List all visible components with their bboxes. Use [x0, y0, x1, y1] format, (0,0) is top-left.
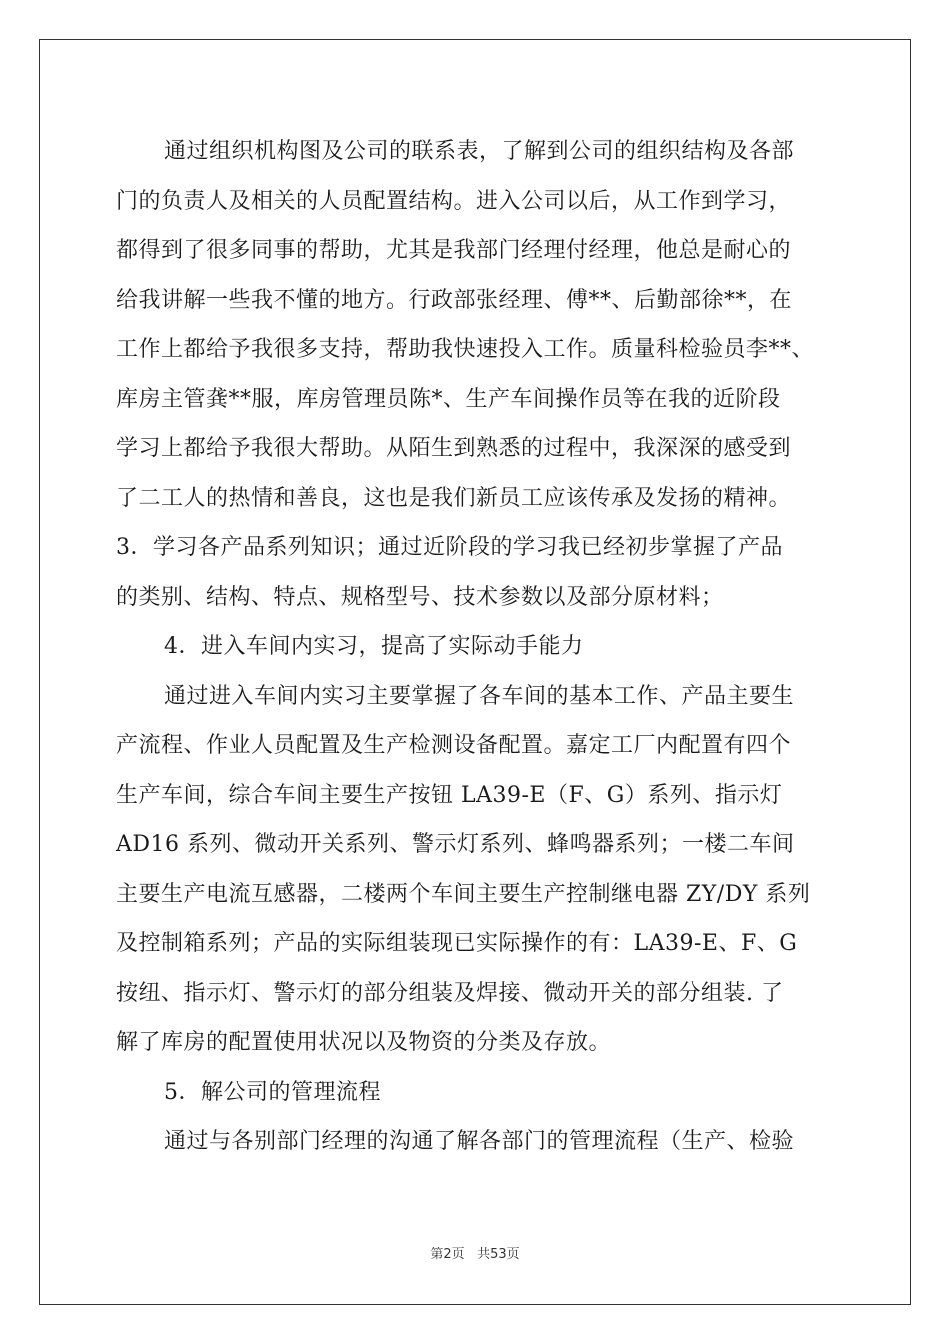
footer-page-number: 2 [443, 1247, 452, 1262]
text-line: 3．学习各产品系列知识；通过近阶段的学习我已经初步掌握了产品 [116, 535, 783, 560]
text-line: 库房主管龚**服，库房管理员陈*、生产车间操作员等在我的近阶段 [116, 386, 781, 412]
footer-total-unit: 页 [506, 1247, 520, 1262]
text-line: 按纽、指示灯、警示灯的部分组装及焊接、微动开关的部分组装. 了 [116, 980, 784, 1006]
text-line: 生产车间，综合车间主要生产按钮 LA39-E（F、G）系列、指示灯 [116, 782, 783, 808]
page-footer [0, 1243, 950, 1262]
text-line: 通过组织机构图及公司的联系表，了解到公司的组织结构及各部 [164, 139, 795, 164]
text-line: 给我讲解一些我不懂的地方。行政部张经理、傅**、后勤部徐**，在 [116, 287, 793, 313]
footer-page-unit: 页 [451, 1247, 465, 1262]
text-line: 解了库房的配置使用状况以及物资的分类及存放。 [116, 1030, 612, 1055]
text-line: 主要生产电流互感器，二楼两个车间主要生产控制继电器 ZY/DY 系列 [116, 881, 811, 907]
footer-total-label: 共 [477, 1247, 491, 1262]
text-line: 工作上都给予我很多支持，帮助我快速投入工作。质量科检验员李**、 [116, 337, 815, 362]
section-heading: 4．进入车间内实习，提高了实际动手能力 [164, 634, 584, 659]
text-line: 产流程、作业人员配置及生产检测设备配置。嘉定工厂内配置有四个 [116, 733, 792, 758]
text-line: AD16 系列、微动开关系列、警示灯系列、蜂鸣器系列；一楼二车间 [116, 832, 795, 857]
text-line: 门的负责人及相关的人员配置结构。进入公司以后，从工作到学习， [116, 188, 792, 214]
text-line: 的类别、结构、特点、规格型号、技术参数以及部分原材料； [116, 584, 724, 610]
text-line: 及控制箱系列；产品的实际组装现已实际操作的有：LA39-E、F、G [116, 931, 798, 956]
section-heading: 5．解公司的管理流程 [164, 1079, 381, 1105]
text-line: 都得到了很多同事的帮助，尤其是我部门经理付经理，他总是耐心的 [116, 238, 792, 263]
footer-total-pages: 53 [490, 1247, 507, 1262]
footer-page-label: 第 [430, 1247, 444, 1262]
text-line: 学习上都给予我很大帮助。从陌生到熟悉的过程中，我深深的感受到 [116, 436, 792, 461]
document-body [116, 127, 834, 1167]
text-line: 了二工人的热情和善良，这也是我们新员工应该传承及发扬的精神。 [116, 485, 792, 511]
text-line: 通过与各别部门经理的沟通了解各部门的管理流程（生产、检验 [164, 1129, 795, 1154]
text-line: 通过进入车间内实习主要掌握了各车间的基本工作、产品主要生 [164, 683, 795, 709]
